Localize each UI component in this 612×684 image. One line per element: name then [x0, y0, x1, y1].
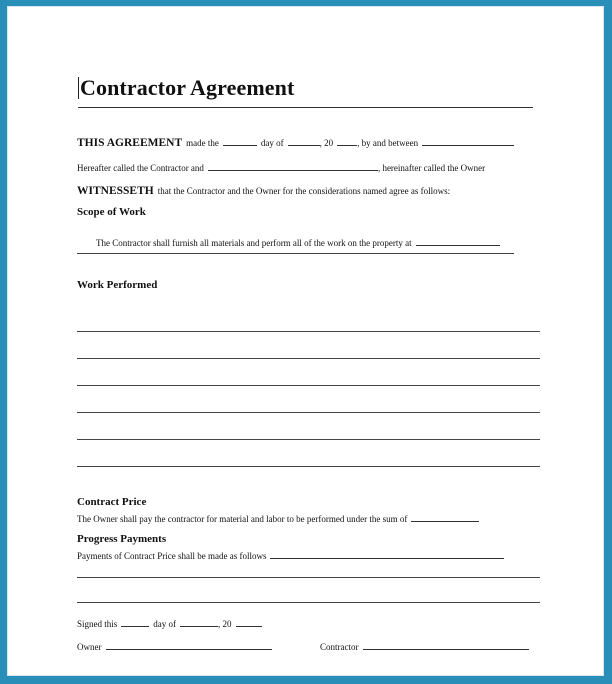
witnesseth-line: WITNESSETH that the Contractor and the Owner for the considerations named agree as follows:: [77, 185, 451, 197]
signed-line: Signed this day of , 20: [77, 614, 262, 632]
text-cursor: [78, 77, 79, 99]
sum-blank[interactable]: [411, 512, 479, 522]
scope-fill-line[interactable]: [77, 253, 514, 254]
agreement-line: THIS AGREEMENT made the day of , 20 , by and between: [77, 133, 514, 151]
owner-signature: Owner: [77, 637, 272, 655]
progress-payments-line: Payments of Contract Price shall be made as follows: [77, 546, 504, 564]
signed-day-blank[interactable]: [121, 617, 149, 627]
contractor-signature: Contractor: [320, 637, 529, 655]
contract-price-heading: Contract Price: [77, 496, 147, 508]
payments-line-2[interactable]: [77, 602, 540, 603]
work-line-1[interactable]: [77, 331, 540, 332]
signed-month-blank[interactable]: [180, 617, 218, 627]
month-blank[interactable]: [288, 136, 320, 146]
owner-signature-blank[interactable]: [106, 640, 272, 650]
property-blank[interactable]: [416, 236, 500, 246]
hereafter-line: Hereafter called the Contractor and , hereinafter called the Owner: [77, 163, 486, 173]
payments-blank[interactable]: [270, 549, 504, 559]
day-blank[interactable]: [223, 136, 257, 146]
year-blank[interactable]: [337, 136, 357, 146]
document-page: [7, 6, 604, 676]
party-blank[interactable]: [422, 136, 514, 146]
scope-heading: Scope of Work: [77, 206, 146, 218]
contractor-name-blank[interactable]: [208, 161, 378, 171]
progress-payments-heading: Progress Payments: [77, 533, 167, 545]
payments-line-1[interactable]: [77, 577, 540, 578]
contractor-signature-blank[interactable]: [363, 640, 529, 650]
signed-year-blank[interactable]: [236, 617, 262, 627]
work-line-2[interactable]: [77, 358, 540, 359]
work-line-3[interactable]: [77, 385, 540, 386]
work-performed-heading: Work Performed: [77, 279, 158, 291]
work-line-4[interactable]: [77, 412, 540, 413]
title-rule: [78, 107, 533, 108]
document-title: Contractor Agreement: [80, 75, 295, 100]
work-line-5[interactable]: [77, 439, 540, 440]
scope-line: The Contractor shall furnish all materials and perform all of the work on the property at: [96, 233, 500, 251]
work-line-6[interactable]: [77, 466, 540, 467]
contract-price-line: The Owner shall pay the contractor for material and labor to be performed under the sum of: [77, 509, 479, 527]
